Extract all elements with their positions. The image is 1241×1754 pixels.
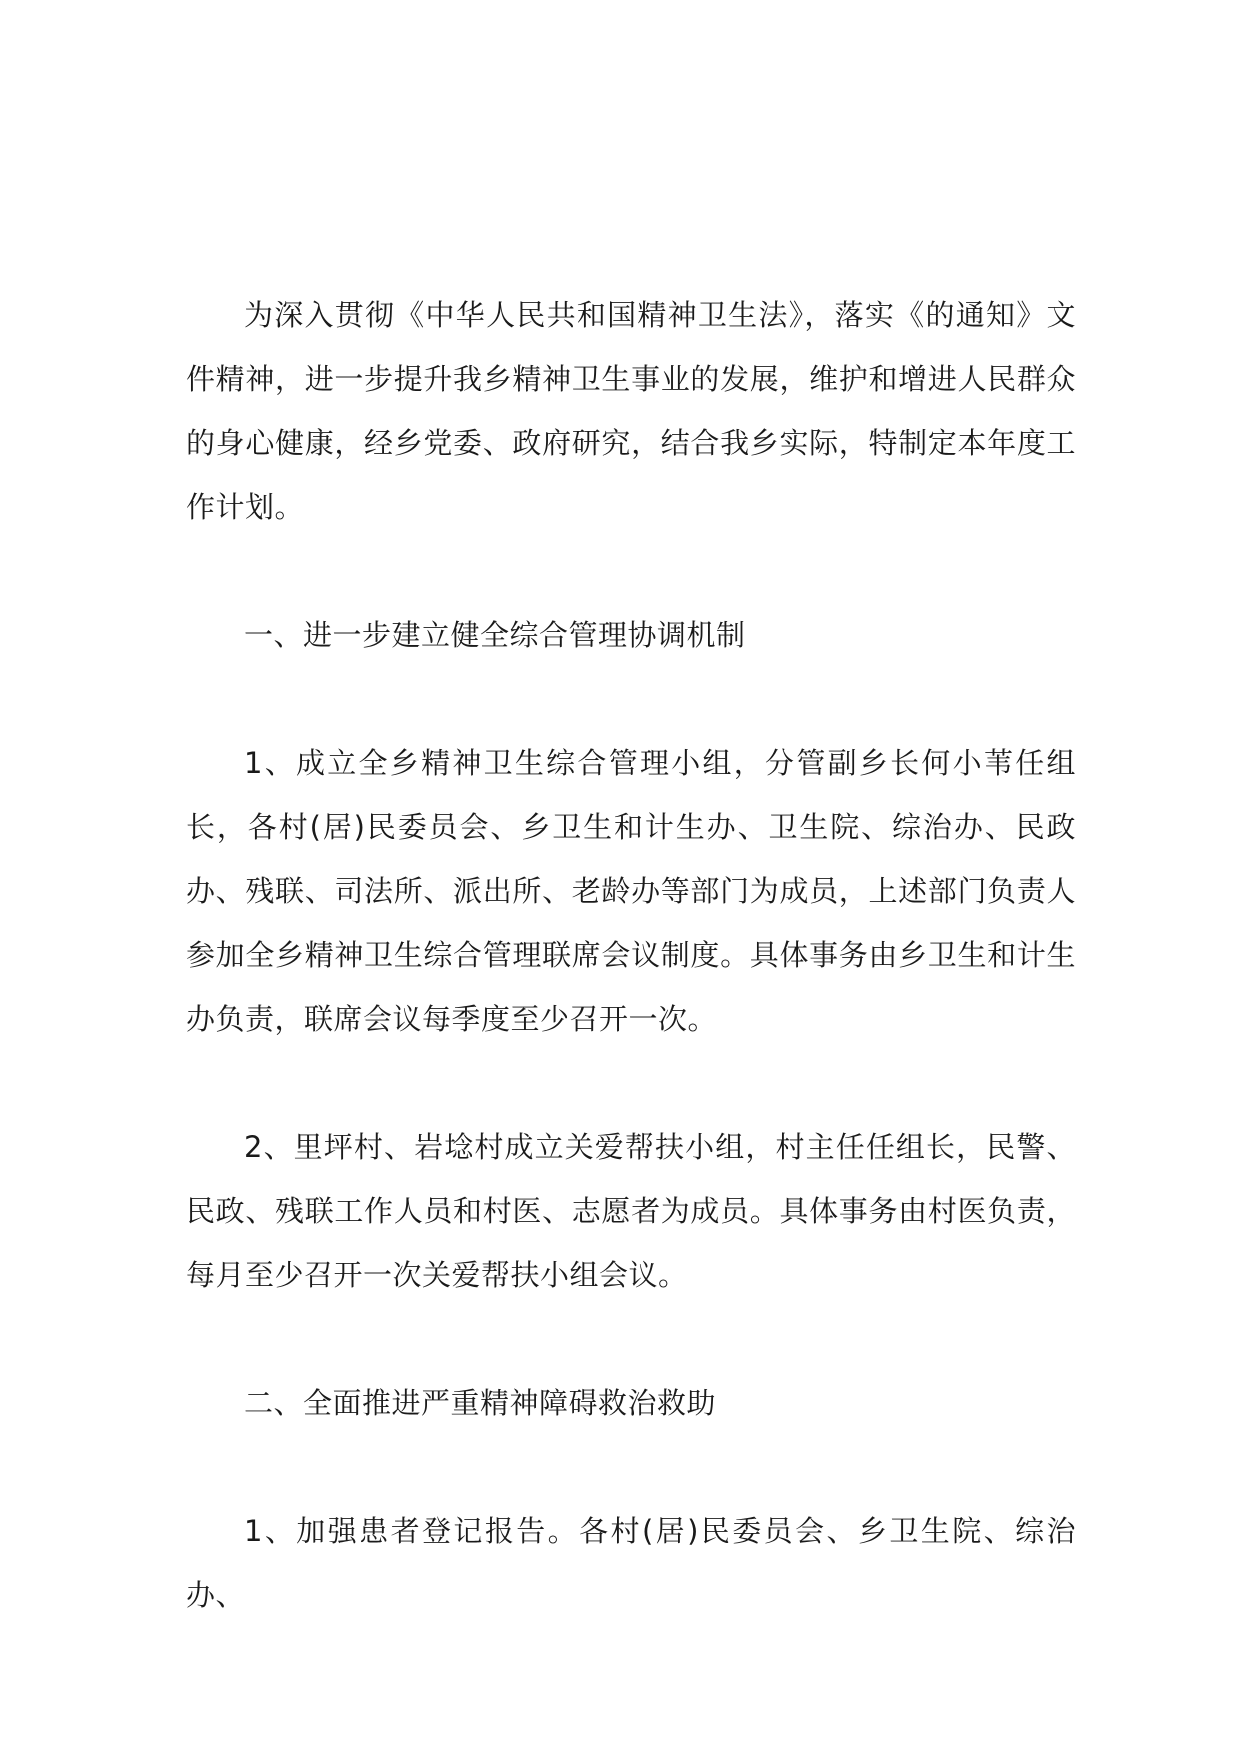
intro-paragraph: 为深入贯彻《中华人民共和国精神卫生法》，落实《的通知》文件精神，进一步提升我乡精神卫生事业的发展，维护和增进人民群众的身心健康，经乡党委、政府研究，结合我乡实际，特制定本年度工作计划。 [186,298,1076,524]
section-heading-1: 一、进一步建立健全综合管理协调机制 [244,618,746,652]
section-1-item-1: 1、成立全乡精神卫生综合管理小组，分管副乡长何小苇任组长，各村(居)民委员会、乡卫生和计生办、卫生院、综治办、民政办、残联、司法所、派出所、老龄办等部门为成员，上述部门负责人参加全乡精神卫生综合管理联席会议制度。具体事务由乡卫生和计生办负责，联席会议每季度至少召开一次。 [186,746,1076,1036]
section-1-item-2: 2、里坪村、岩埝村成立关爱帮扶小组，村主任任组长，民警、民政、残联工作人员和村医、志愿者为成员。具体事务由村医负责，每月至少召开一次关爱帮扶小组会议。 [186,1130,1076,1292]
document-body [186,283,1076,1627]
section-2-item-1: 1、加强患者登记报告。各村(居)民委员会、乡卫生院、综治办、 [186,1514,1076,1612]
section-heading-2: 二、全面推进严重精神障碍救治救助 [244,1386,717,1420]
